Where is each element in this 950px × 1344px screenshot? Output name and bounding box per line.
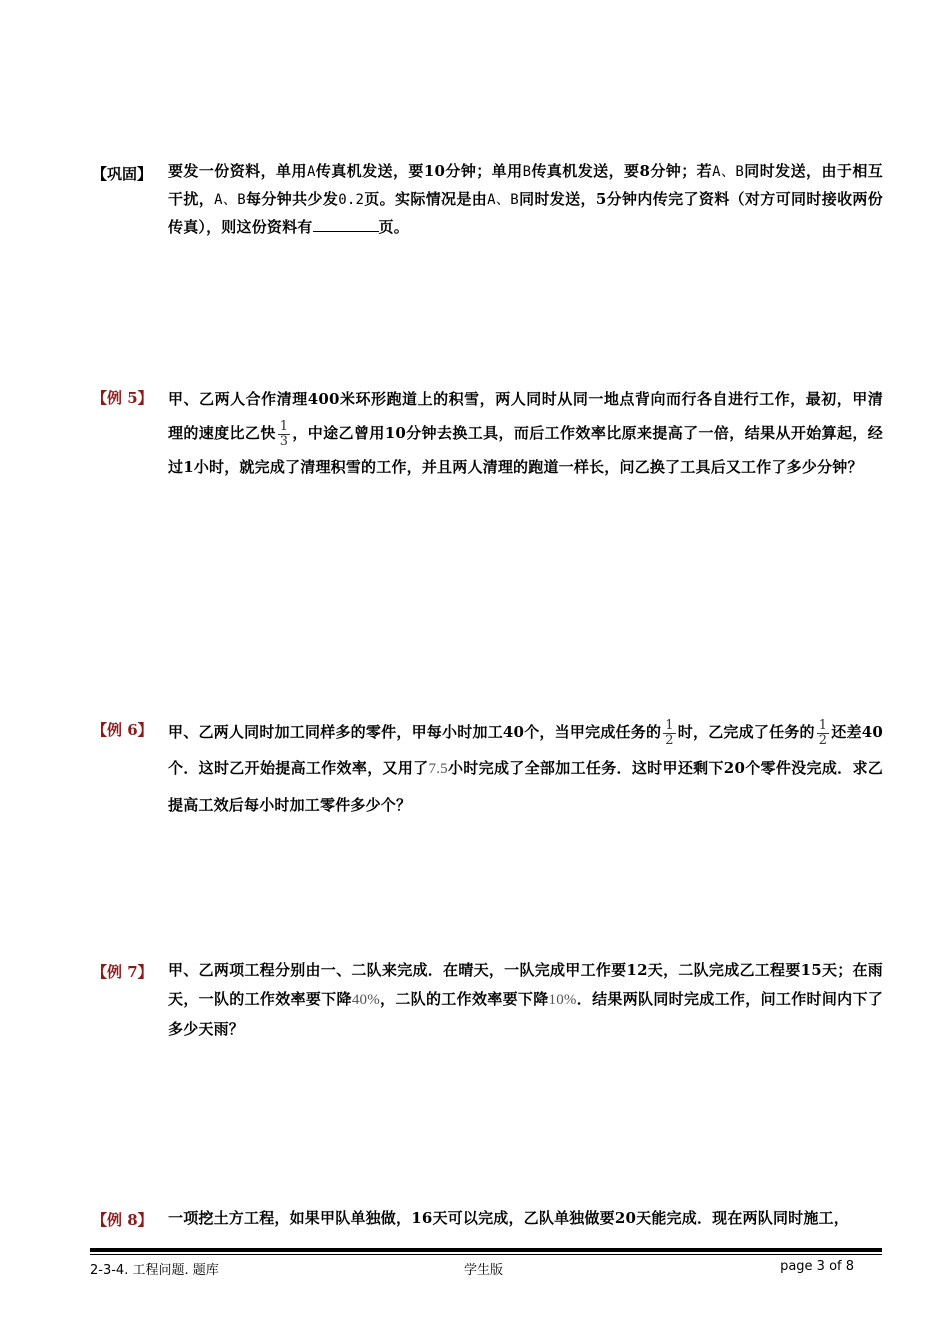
footer-rule-thin [90, 1254, 882, 1255]
problem-example-5 [92, 382, 892, 484]
footer-page-number: page 3 of 8 [780, 1259, 854, 1274]
answer-blank [313, 215, 379, 232]
problem-example-8 [92, 1204, 892, 1233]
problem-example-6 [92, 714, 892, 823]
problem-text: 甲、乙两项工程分别由一、二队来完成．在晴天，一队完成甲工作要12天，二队完成乙工程要15天；在雨天，一队的工作效率要下降40%，二队的工作效率要下降10%．结果两队同时完成工作，问工作时间内下了多少天雨？ [168, 961, 883, 1038]
footer-doc-title: 2-3-4. 工程问题. 题库 [90, 1263, 219, 1278]
problem-tag: 【巩固】 [92, 165, 153, 183]
footer-rule-thick [90, 1248, 882, 1252]
problem-text: 要发一份资料，单用A传真机发送，要10分钟；单用B传真机发送，要8分钟；若A、B同时发送，由于相互干扰，A、B每分钟共少发0.2页。实际情况是由A、B同时发送，5分钟内传完了资料（对方可同时接收两份传真），则这份资料有 页。 [168, 162, 883, 236]
problem-gonggu [92, 158, 892, 241]
problem-tag: 【例 5】 [92, 389, 153, 407]
problem-tag: 【例 7】 [92, 963, 153, 981]
fraction: $\frac{1}{2}$ [665, 717, 674, 748]
problem-tag: 【例 6】 [92, 721, 153, 739]
problem-example-7 [92, 956, 892, 1044]
page-footer [90, 1259, 882, 1277]
problem-tag: 【例 8】 [92, 1211, 153, 1229]
problem-text: 一项挖土方工程，如果甲队单独做，16天可以完成，乙队单独做要20天能完成．现在两队同时施工， [168, 1209, 849, 1227]
fraction: $\frac{1}{3}$ [279, 418, 289, 449]
footer-version: 学生版 [464, 1263, 504, 1278]
problem-text: 甲、乙两人合作清理400米环形跑道上的积雪，两人同时从同一地点背向而行各自进行工作，最初，甲清理的速度比乙快 $\frac{1}{3}$ ，中途乙曾用10分钟去换工具，而后工作效率比原来提高了一倍，结果从开始算起，经过1小时，就完成了清理积雪的工作，并且两人清理的跑道一样长，问乙换了工具后又工作了多少分钟？ [168, 390, 883, 476]
problem-text: 甲、乙两人同时加工同样多的零件，甲每小时加工40个，当甲完成任务的 $\frac{1}{2}$ 时，乙完成了任务的 $\frac{1}{2}$ 还差40个．这时乙开始提高工作效率，又用了7.5小时完成了全部加工任务．这时甲还剩下20个零件没完成．求乙提高工效后每小时加工零件多少个？ [168, 717, 883, 814]
fraction: $\frac{1}{2}$ [818, 717, 828, 748]
